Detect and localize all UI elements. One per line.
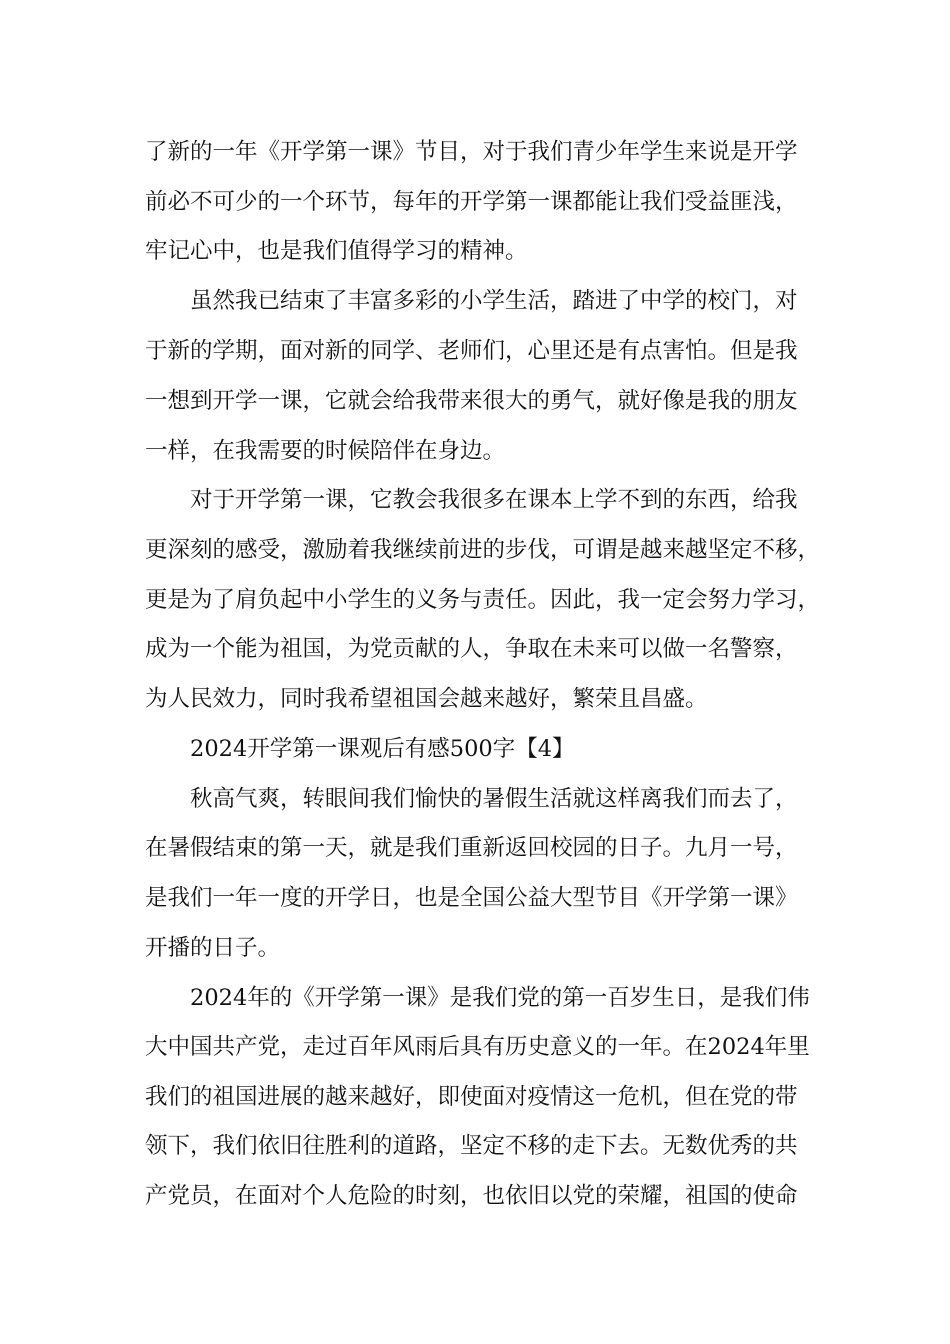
heading-line: 2024开学第一课观后有感500字【4】 (190, 736, 575, 762)
text-line: 为人民效力，同时我希望祖国会越来越好，繁荣且昌盛。 (145, 686, 708, 712)
text-line: 成为一个能为祖国，为党贡献的人，争取在未来可以做一名警察， (145, 636, 798, 662)
text-line: 前必不可少的一个环节，每年的开学第一课都能让我们受益匪浅， (145, 189, 798, 215)
text-line: 了新的一年《开学第一课》节目，对于我们青少年学生来说是开学 (145, 139, 798, 165)
text-line: 更是为了肩负起中小学生的义务与责任。因此，我一定会努力学习， (145, 587, 821, 613)
text-line: 我们的祖国进展的越来越好，即使面对疫情这一危机，但在党的带 (145, 1084, 798, 1110)
text-line: 产党员，在面对个人危险的时刻，也依旧以党的荣耀，祖国的使命 (145, 1183, 798, 1209)
text-line: 2024年的《开学第一课》是我们党的第一百岁生日，是我们伟 (190, 985, 810, 1011)
text-line: 对于开学第一课，它教会我很多在课本上学不到的东西，给我 (190, 487, 798, 513)
text-line: 于新的学期，面对新的同学、老师们，心里还是有点害怕。但是我 (145, 338, 798, 364)
text-line: 牢记心中，也是我们值得学习的精神。 (145, 238, 528, 264)
text-line: 大中国共产党，走过百年风雨后具有历史意义的一年。在2024年里 (145, 1034, 810, 1060)
text-line: 领下，我们依旧往胜利的道路，坚定不移的走下去。无数优秀的共 (145, 1133, 798, 1159)
text-line: 在暑假结束的第一天，就是我们重新返回校园的日子。九月一号， (145, 835, 798, 861)
text-line: 一想到开学一课，它就会给我带来很大的勇气，就好像是我的朋友 (145, 388, 798, 414)
text-line: 开播的日子。 (145, 935, 281, 961)
text-line: 秋高气爽，转眼间我们愉快的暑假生活就这样离我们而去了， (190, 786, 798, 812)
text-line: 一样，在我需要的时候陪伴在身边。 (145, 438, 506, 464)
text-line: 虽然我已结束了丰富多彩的小学生活，踏进了中学的校门，对 (190, 288, 798, 314)
text-line: 是我们一年一度的开学日，也是全国公益大型节目《开学第一课》 (145, 885, 798, 911)
text-line: 更深刻的感受，激励着我继续前进的步伐，可谓是越来越坚定不移， (145, 537, 821, 563)
